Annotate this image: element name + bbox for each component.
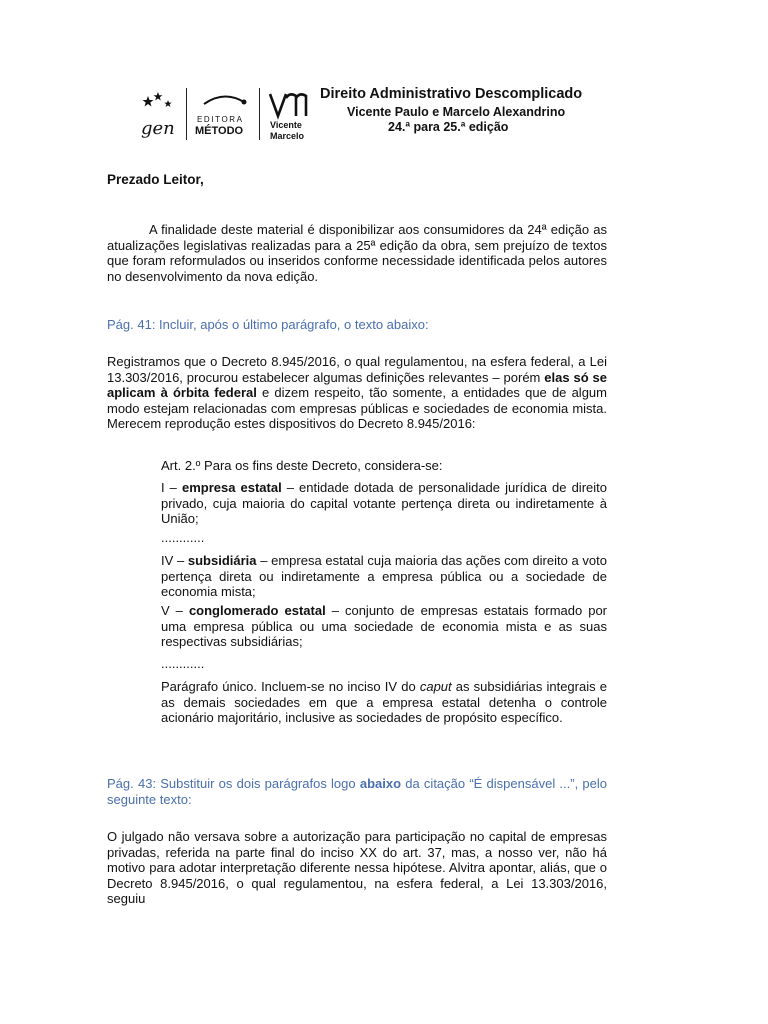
section1-paragraph [107, 354, 607, 432]
svg-text:EDITORA: EDITORA [197, 115, 244, 124]
item-i-text: – entidade dotada de personalidade jurídica de direito privado, cuja maioria do capital votante pertença direta ou indiretamente à União; [161, 480, 607, 526]
quote-item-v [161, 603, 607, 650]
svg-text:Marcelo: Marcelo [270, 131, 305, 141]
item-iv-term: subsidiária [187, 553, 257, 568]
quote-paragraph-unico [161, 679, 607, 726]
quote-ellipsis: ............ [161, 656, 205, 671]
item-i-prefix: I – [161, 480, 182, 495]
section2-label-2: da citação “É dispensável ...”, pelo seguinte texto: [107, 776, 607, 807]
par-text-2: as subsidiárias integrais e as demais sociedades em que a empresa estatal detenha o controle acionário majoritário, inclusive as sociedades de propósito específico. [161, 679, 607, 725]
vicente-marcelo-logo [266, 88, 310, 142]
book-edition: 24.ª para 25.ª edição [388, 120, 509, 134]
quote-item-iv [161, 553, 607, 600]
item-v-text: – conjunto de empresas estatais formado por uma empresa pública ou uma sociedade de economia mista e as suas respectivas subsidiárias; [161, 603, 608, 649]
item-i-term: empresa estatal [181, 480, 282, 495]
editora-metodo-logo [194, 94, 252, 138]
header-divider [186, 88, 187, 140]
section1-instruction: Pág. 41: Incluir, após o último parágrafo, o texto abaixo: [107, 317, 429, 332]
item-iv-prefix: IV – [161, 553, 188, 568]
svg-text:Vicente: Vicente [270, 120, 302, 130]
par-text-1: Parágrafo único. Incluem-se no inciso IV do [161, 679, 420, 694]
section2-instruction [107, 776, 607, 807]
greeting: Prezado Leitor, [107, 172, 204, 187]
svg-text:gen: gen [141, 118, 175, 139]
svg-text:MÉTODO: MÉTODO [195, 125, 244, 137]
quote-article: Art. 2.º Para os fins deste Decreto, considera-se: [161, 458, 443, 473]
item-v-prefix: V – [161, 603, 189, 618]
book-title: Direito Administrativo Descomplicado [320, 86, 583, 102]
quote-ellipsis: ............ [161, 530, 205, 545]
item-v-term: conglomerado estatal [188, 603, 326, 618]
section2-paragraph: O julgado não versava sobre a autorização para participação no capital de empresas privadas, referida na parte final do inciso XX do art. 37, mas, a nosso ver, não há motivo para adotar interpretação diferente nessa hipótese. Alvitra apontar, aliás, que o Decreto 8.945/2016, o qual regulamentou, na esfera federal, a Lei 13.303/2016, seguiu [107, 829, 607, 906]
book-authors: Vicente Paulo e Marcelo Alexandrino [347, 105, 566, 119]
section2-label-1: Pág. 43: Substituir os dois parágrafos logo [107, 776, 360, 791]
item-iv-text: – empresa estatal cuja maioria das ações com direito a voto pertença direta ou indiretamente a empresa pública ou a sociedade de economia mista; [161, 553, 607, 599]
section1-text-bold: elas só se aplicam à órbita federal [107, 369, 607, 400]
quote-item-i [161, 480, 607, 527]
intro-paragraph [107, 222, 607, 284]
section1-text-2: e dizem respeito, tão somente, a entidades que de algum modo estejam relacionadas com empresas públicas e sociedades de economia mista. Merecem reprodução estes dispositivos do Decreto 8.945/2016: [107, 385, 607, 431]
header [138, 84, 638, 144]
section2-label-bold: abaixo [359, 776, 402, 791]
intro-text: A finalidade deste material é disponibilizar aos consumidores da 24ª edição as atualizações legislativas realizadas para a 25ª edição da obra, sem prejuízo de textos que foram reformulados ou inseridos conforme necessidade identificada pelos autores no desenvolvimento da nova edição. [107, 222, 607, 284]
par-italic: caput [419, 679, 452, 694]
header-divider [259, 88, 260, 140]
section1-text-1: Registramos que o Decreto 8.945/2016, o qual regulamentou, na esfera federal, a Lei 13.303/2016, procurou estabelecer algumas definições relevantes – porém [107, 354, 607, 385]
gen-logo [138, 90, 180, 144]
book-title-block [320, 86, 640, 134]
